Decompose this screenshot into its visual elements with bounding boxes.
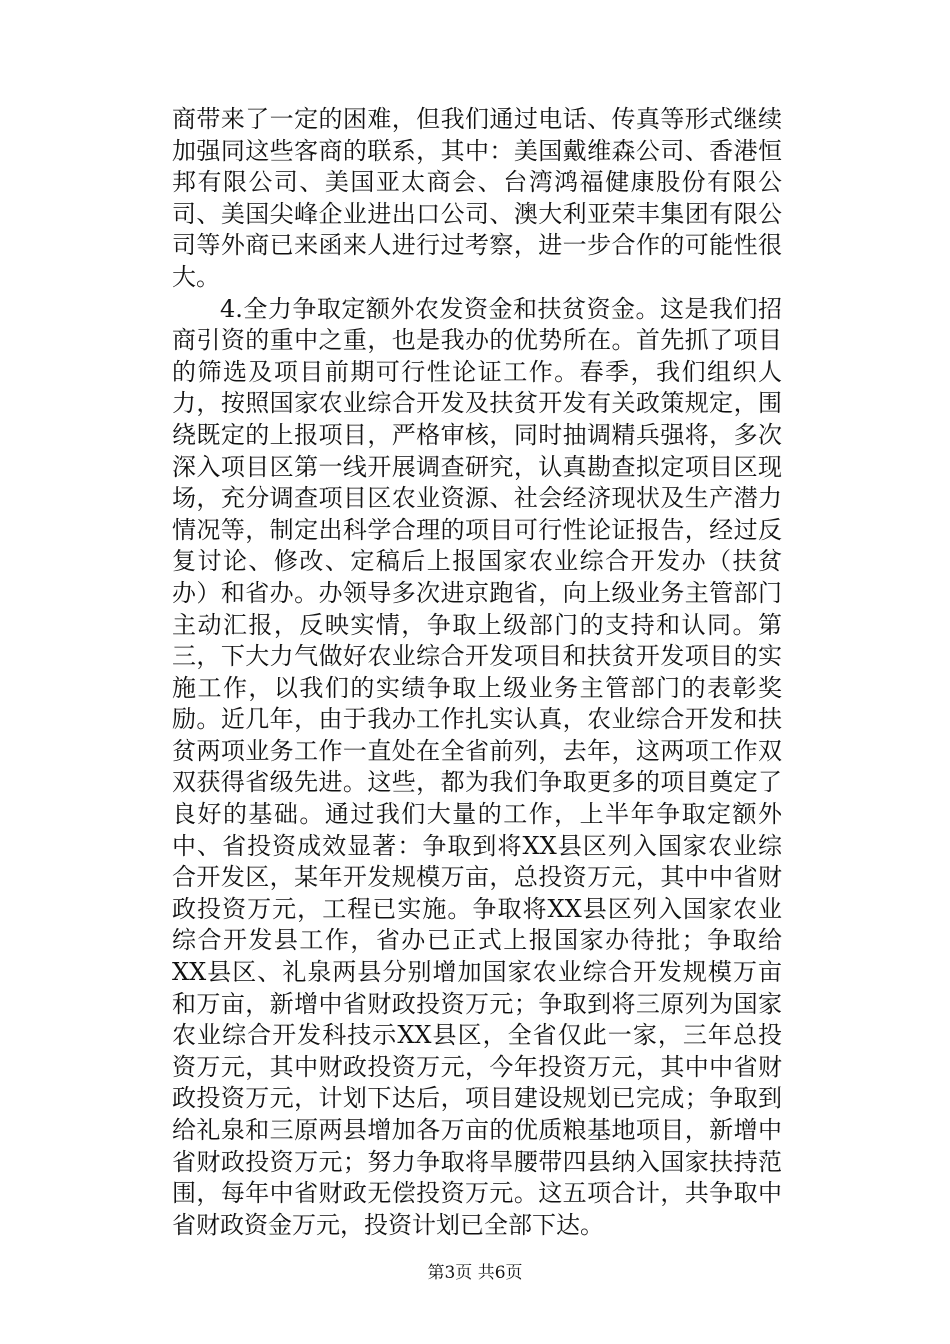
paragraph: 4.全力争取定额外农发资金和扶贫资金。这是我们招商引资的重中之重，也是我办的优势所在。首先抓了项目的筛选及项目前期可行性论证工作。春季，我们组织人力，按照国家农业综合开发及扶贫开发有关政策规定，围绕既定的上报项目，严格审核，同时抽调精兵强将，多次深入项目区第一线开展调查研究，认真勘查拟定项目区现场，充分调查项目区农业资源、社会经济现状及生产潜力情况等，制定出科学合理的项目可行性论证报告，经过反复讨论、修改、定稿后上报国家农业综合开发办（扶贫办）和省办。办领导多次进京跑省，向上级业务主管部门主动汇报，反映实情，争取上级部门的支持和认同。第三，下大力气做好农业综合开发项目和扶贫开发项目的实施工作，以我们的实绩争取上级业务主管部门的表彰奖励。近几年，由于我办工作扎实认真，农业综合开发和扶贫两项业务工作一直处在全省前列，去年，这两项工作双双获得省级先进。这些，都为我们争取更多的项目奠定了良好的基础。通过我们大量的工作，上半年争取定额外中、省投资成效显著：争取到将XX县区列入国家农业综合开发区，某年开发规模万亩，总投资万元，其中中省财政投资万元，工程已实施。争取将XX县区列入国家农业综合开发县工作，省办已正式上报国家办待批；争取给XX县区、礼泉两县分别增加国家农业综合开发规模万亩和万亩，新增中省财政投资万元；争取到将三原列为国家农业综合开发科技示XX县区，全省仅此一家，三年总投资万元，其中财政投资万元，今年投资万元，其中中省财政投资万元，计划下达后，项目建设规划已完成；争取到给礼泉和三原两县增加各万亩的优质粮基地项目，新增中省财政投资万元；努力争取将旱腰带四县纳入国家扶持范围，每年中省财政无偿投资万元。这五项合计，共争取中省财政资金万元，投资计划已全部下达。 (172, 294, 782, 1239)
paragraph-gap (172, 24, 782, 104)
body-text (172, 24, 782, 1241)
page-footer: 第3页 共6页 (427, 1263, 523, 1283)
paragraph: 商带来了一定的困难，但我们通过电话、传真等形式继续加强同这些客商的联系，其中：美国戴维森公司、香港恒邦有限公司、美国亚太商会、台湾鸿福健康股份有限公司、美国尖峰企业进出口公司、澳大利亚荣丰集团有限公司等外商已来函来人进行过考察，进一步合作的可能性很大。 (172, 105, 782, 291)
